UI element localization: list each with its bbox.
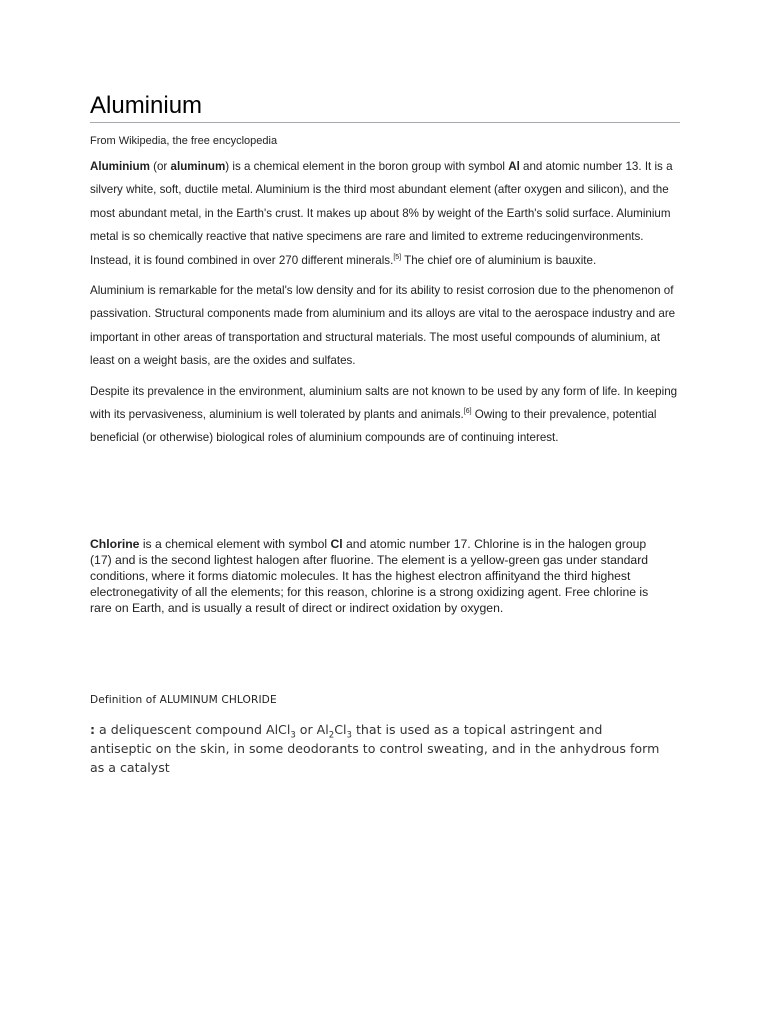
reference-6[interactable]: [6] bbox=[463, 408, 472, 416]
symbol-cl: Cl bbox=[330, 537, 343, 551]
page-subtitle: From Wikipedia, the free encyclopedia bbox=[90, 135, 278, 147]
definition-heading: Definition of ALUMINUM CHLORIDE bbox=[90, 694, 277, 706]
paragraph-aluminium-properties: Aluminium is remarkable for the metal's low density and for its ability to resist corrosion due to the phenomenon of passivation. Structural components made from aluminium and its alloys are vital to the aerospace industry and are important in other areas of transportation and structural materials. The most useful compounds of aluminium, at least on a weight basis, are the oxides and sulfates. bbox=[90, 284, 676, 368]
page-title: Aluminium bbox=[90, 92, 680, 123]
term-chlorine: Chlorine bbox=[90, 537, 140, 551]
paragraph-aluminium-biology: Despite its prevalence in the environment, aluminium salts are not known to be used by any form of life. In keeping with its pervasiveness, aluminium is well tolerated by plants and animals.[6] Owing to their prevalence, potential beneficial (or otherwise) biological roles of aluminium compounds are of continuing interest. bbox=[90, 384, 678, 445]
paragraph-chlorine: Chlorine is a chemical element with symbol Cl and atomic number 17. Chlorine is in the halogen group (17) and is the second lightest halogen after fluorine. The element is a yellow-green gas under standard conditions, where it forms diatomic molecules. It has the highest electron affinityand the third highest electronegativity of all the elements; for this reason, chlorine is a strong oxidizing agent. Free chlorine is rare on Earth, and is usually a result of direct or indirect oxidation by oxygen. bbox=[90, 537, 649, 615]
term-aluminum: aluminum bbox=[170, 160, 226, 173]
article bbox=[90, 92, 680, 775]
paragraph-aluminium-intro: Aluminium (or aluminum) is a chemical element in the boron group with symbol Al and atomic number 13. It is a silvery white, soft, ductile metal. Aluminium is the third most abundant element (after oxygen and silicon), and the most abundant metal, in the Earth's crust. It makes up about 8% by weight of the Earth's solid surface. Aluminium metal is so chemically reactive that native specimens are rare and limited to extreme reducingenvironments. Instead, it is found combined in over 270 different minerals.[5] The chief ore of aluminium is bauxite. bbox=[90, 160, 673, 267]
reference-5[interactable]: [5] bbox=[393, 253, 402, 261]
definition-text: : a deliquescent compound AlCl$_3$ or $Al_2Cl_3$ that is used as a topical astringent and antiseptic on the skin, in some deodorants to control sweating, and in the anhydrous form as a catalyst bbox=[90, 722, 660, 775]
term-aluminium: Aluminium bbox=[90, 160, 150, 173]
symbol-al: Al bbox=[508, 160, 520, 173]
